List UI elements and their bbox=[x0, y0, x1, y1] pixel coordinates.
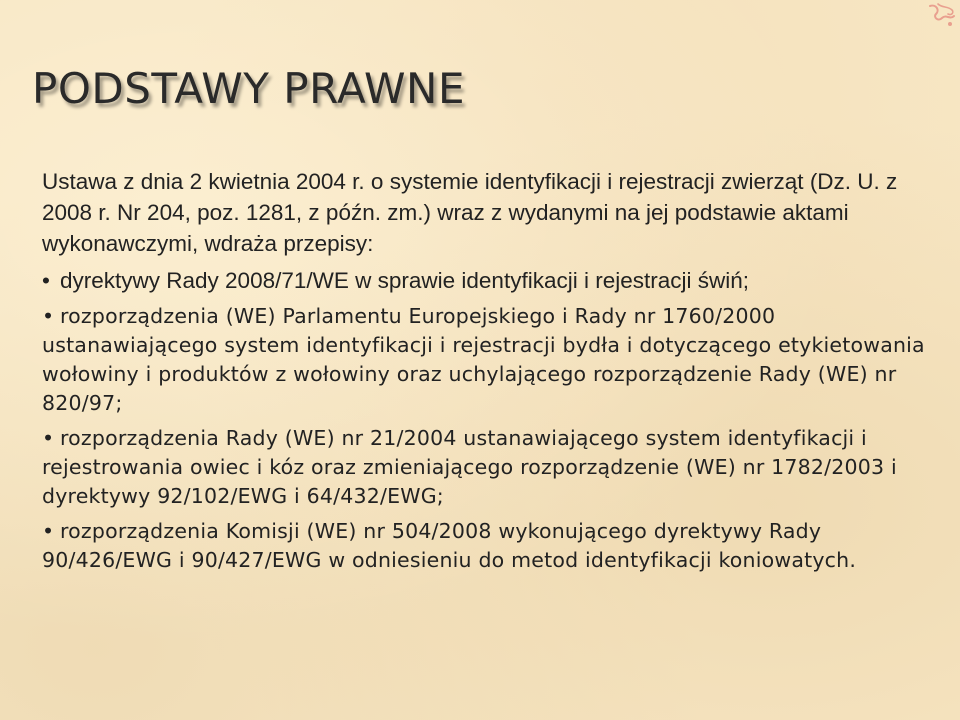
list-item bbox=[42, 302, 942, 418]
list-item-text: rozporządzenia Rady (WE) nr 21/2004 ustanawiającego system identyfikacji i rejestrowania owiec i kóz oraz zmieniającego rozporządzenie (WE) nr 1782/2003 i dyrektywy 92/102/EWG i 64/432/EWG; bbox=[42, 426, 897, 508]
list-item bbox=[42, 517, 942, 575]
list-item-text: dyrektywy Rady 2008/71/WE w sprawie identyfikacji i rejestracji świń; bbox=[60, 268, 749, 293]
slide-content bbox=[42, 166, 942, 581]
bullet-icon: • bbox=[42, 426, 55, 450]
list-item-text: rozporządzenia (WE) Parlamentu Europejskiego i Rady nr 1760/2000 ustanawiającego system identyfikacji i rejestracji bydła i dotyczącego etykietowania wołowiny i produktów z wołowiny oraz uchylającego rozporządzenie Rady (WE) nr 820/97; bbox=[42, 304, 925, 415]
bullet-icon: • bbox=[42, 304, 55, 328]
slide-title: PODSTAWY PRAWNE bbox=[32, 64, 465, 113]
list-item bbox=[42, 265, 942, 296]
bullet-icon: • bbox=[42, 268, 50, 293]
list-item bbox=[42, 424, 942, 511]
intro-paragraph: Ustawa z dnia 2 kwietnia 2004 r. o systemie identyfikacji i rejestracji zwierząt (Dz. U. z 2008 r. Nr 204, poz. 1281, z późn. zm.) wraz z wydanymi na jej podstawie aktami wykonawczymi, wdraża przepisy: bbox=[42, 169, 898, 256]
list-item-text: rozporządzenia Komisji (WE) nr 504/2008 wykonującego dyrektywy Rady 90/426/EWG i 90/427/EWG w odniesieniu do metod identyfikacji koniowatych. bbox=[42, 519, 857, 572]
bullet-icon: • bbox=[42, 519, 55, 543]
corner-flourish-icon bbox=[928, 2, 956, 30]
